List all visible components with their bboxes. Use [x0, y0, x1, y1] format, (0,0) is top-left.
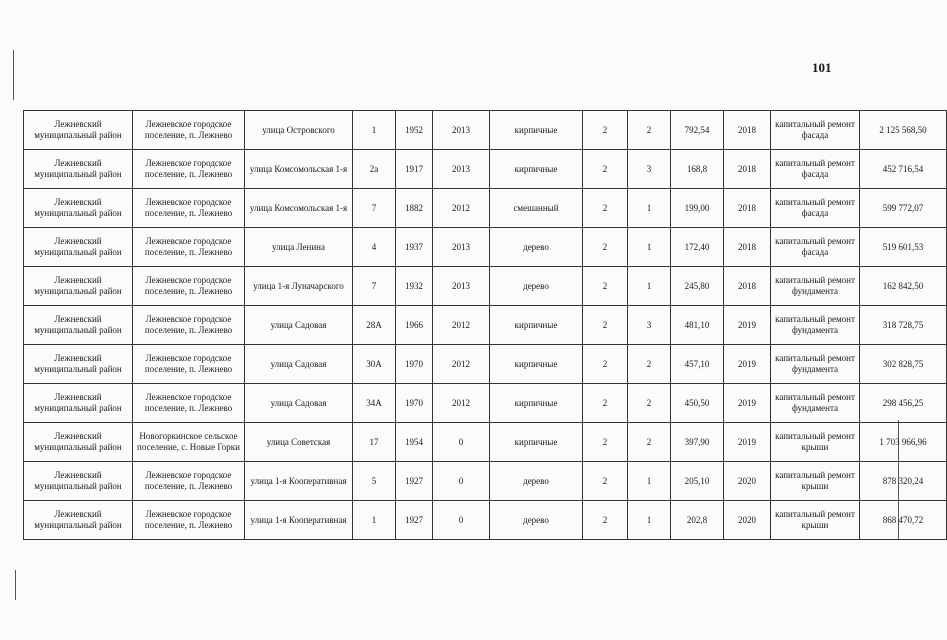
table-row	[24, 462, 947, 501]
floors-cell: 2	[583, 384, 628, 423]
table-row	[24, 345, 947, 384]
house-number-cell: 2а	[353, 150, 396, 189]
work-type-cell: капитальный ремонт крыши	[771, 462, 860, 501]
floors-cell: 2	[583, 189, 628, 228]
planned-year-cell: 2018	[724, 267, 771, 306]
street-cell: улица Садовая	[245, 345, 353, 384]
entrances-cell: 3	[628, 150, 671, 189]
planned-year-cell: 2018	[724, 228, 771, 267]
wall-material-cell: дерево	[490, 228, 583, 267]
street-cell: улица Садовая	[245, 384, 353, 423]
street-cell: улица 1-я Луначарского	[245, 267, 353, 306]
entrances-cell: 3	[628, 306, 671, 345]
work-type-cell: капитальный ремонт фундамента	[771, 384, 860, 423]
planned-year-cell: 2018	[724, 189, 771, 228]
floors-cell: 2	[583, 267, 628, 306]
floors-cell: 2	[583, 462, 628, 501]
build-year-cell: 1952	[396, 111, 433, 150]
table-row	[24, 306, 947, 345]
registry-table-body	[24, 111, 947, 540]
district-cell: Лежневский муниципальный район	[24, 111, 133, 150]
settlement-cell: Новогоркинское сельское поселение, с. Новые Горки	[133, 423, 245, 462]
house-number-cell: 28А	[353, 306, 396, 345]
work-type-cell: капитальный ремонт фасада	[771, 111, 860, 150]
build-year-cell: 1966	[396, 306, 433, 345]
settlement-cell: Лежневское городское поселение, п. Лежнево	[133, 345, 245, 384]
wall-material-cell: смешанный	[490, 189, 583, 228]
district-cell: Лежневский муниципальный район	[24, 462, 133, 501]
area-cell: 172,40	[671, 228, 724, 267]
house-number-cell: 5	[353, 462, 396, 501]
district-cell: Лежневский муниципальный район	[24, 189, 133, 228]
district-cell: Лежневский муниципальный район	[24, 384, 133, 423]
settlement-cell: Лежневское городское поселение, п. Лежнево	[133, 111, 245, 150]
area-cell: 199,00	[671, 189, 724, 228]
planned-year-cell: 2019	[724, 384, 771, 423]
district-cell: Лежневский муниципальный район	[24, 501, 133, 540]
area-cell: 397,90	[671, 423, 724, 462]
planned-year-cell: 2018	[724, 111, 771, 150]
district-cell: Лежневский муниципальный район	[24, 228, 133, 267]
build-year-cell: 1927	[396, 462, 433, 501]
floors-cell: 2	[583, 306, 628, 345]
work-type-cell: капитальный ремонт крыши	[771, 501, 860, 540]
area-cell: 450,50	[671, 384, 724, 423]
previous-repair-year-cell: 2013	[433, 150, 490, 189]
street-cell: улица 1-я Кооперативная	[245, 501, 353, 540]
area-cell: 202,8	[671, 501, 724, 540]
previous-repair-year-cell: 2012	[433, 306, 490, 345]
area-cell: 205,10	[671, 462, 724, 501]
entrances-cell: 1	[628, 228, 671, 267]
scan-mark-left-top	[13, 50, 14, 100]
build-year-cell: 1970	[396, 384, 433, 423]
street-cell: улица Садовая	[245, 306, 353, 345]
floors-cell: 2	[583, 228, 628, 267]
previous-repair-year-cell: 2013	[433, 267, 490, 306]
previous-repair-year-cell: 2012	[433, 345, 490, 384]
cost-cell: 868 470,72	[860, 501, 947, 540]
floors-cell: 2	[583, 423, 628, 462]
cost-cell: 878 320,24	[860, 462, 947, 501]
entrances-cell: 2	[628, 111, 671, 150]
previous-repair-year-cell: 2012	[433, 189, 490, 228]
area-cell: 457,10	[671, 345, 724, 384]
build-year-cell: 1882	[396, 189, 433, 228]
planned-year-cell: 2019	[724, 306, 771, 345]
area-cell: 792,54	[671, 111, 724, 150]
floors-cell: 2	[583, 150, 628, 189]
district-cell: Лежневский муниципальный район	[24, 306, 133, 345]
house-number-cell: 4	[353, 228, 396, 267]
work-type-cell: капитальный ремонт фундамента	[771, 345, 860, 384]
wall-material-cell: кирпичные	[490, 111, 583, 150]
area-cell: 481,10	[671, 306, 724, 345]
house-number-cell: 34А	[353, 384, 396, 423]
street-cell: улица Комсомольская 1-я	[245, 189, 353, 228]
planned-year-cell: 2019	[724, 423, 771, 462]
work-type-cell: капитальный ремонт фасада	[771, 150, 860, 189]
district-cell: Лежневский муниципальный район	[24, 267, 133, 306]
wall-material-cell: кирпичные	[490, 306, 583, 345]
street-cell: улица 1-я Кооперативная	[245, 462, 353, 501]
build-year-cell: 1937	[396, 228, 433, 267]
table-row	[24, 384, 947, 423]
house-number-cell: 7	[353, 267, 396, 306]
settlement-cell: Лежневское городское поселение, п. Лежнево	[133, 150, 245, 189]
cost-cell: 302 828,75	[860, 345, 947, 384]
cost-cell: 1 703 966,96	[860, 423, 947, 462]
build-year-cell: 1932	[396, 267, 433, 306]
floors-cell: 2	[583, 111, 628, 150]
district-cell: Лежневский муниципальный район	[24, 423, 133, 462]
table-row	[24, 228, 947, 267]
house-number-cell: 17	[353, 423, 396, 462]
build-year-cell: 1927	[396, 501, 433, 540]
house-number-cell: 1	[353, 501, 396, 540]
previous-repair-year-cell: 0	[433, 462, 490, 501]
planned-year-cell: 2019	[724, 345, 771, 384]
wall-material-cell: дерево	[490, 462, 583, 501]
street-cell: улица Советская	[245, 423, 353, 462]
table-row	[24, 267, 947, 306]
table-row	[24, 189, 947, 228]
area-cell: 168,8	[671, 150, 724, 189]
table-row	[24, 111, 947, 150]
district-cell: Лежневский муниципальный район	[24, 345, 133, 384]
table-row	[24, 501, 947, 540]
cost-cell: 599 772,07	[860, 189, 947, 228]
build-year-cell: 1954	[396, 423, 433, 462]
cost-cell: 452 716,54	[860, 150, 947, 189]
work-type-cell: капитальный ремонт фасада	[771, 189, 860, 228]
entrances-cell: 1	[628, 189, 671, 228]
cost-cell: 162 842,50	[860, 267, 947, 306]
house-number-cell: 7	[353, 189, 396, 228]
house-number-cell: 30А	[353, 345, 396, 384]
build-year-cell: 1970	[396, 345, 433, 384]
wall-material-cell: кирпичные	[490, 384, 583, 423]
entrances-cell: 1	[628, 267, 671, 306]
street-cell: улица Островского	[245, 111, 353, 150]
area-cell: 245,80	[671, 267, 724, 306]
table-row	[24, 150, 947, 189]
previous-repair-year-cell: 0	[433, 423, 490, 462]
house-number-cell: 1	[353, 111, 396, 150]
street-cell: улица Комсомольская 1-я	[245, 150, 353, 189]
scan-mark-left-bottom	[15, 570, 16, 600]
wall-material-cell: кирпичные	[490, 150, 583, 189]
work-type-cell: капитальный ремонт крыши	[771, 423, 860, 462]
wall-material-cell: дерево	[490, 267, 583, 306]
cost-cell: 298 456,25	[860, 384, 947, 423]
planned-year-cell: 2018	[724, 150, 771, 189]
wall-material-cell: кирпичные	[490, 345, 583, 384]
previous-repair-year-cell: 2013	[433, 111, 490, 150]
settlement-cell: Лежневское городское поселение, п. Лежнево	[133, 462, 245, 501]
table-row	[24, 423, 947, 462]
work-type-cell: капитальный ремонт фундамента	[771, 306, 860, 345]
cost-cell: 519 601,53	[860, 228, 947, 267]
entrances-cell: 2	[628, 423, 671, 462]
entrances-cell: 1	[628, 462, 671, 501]
build-year-cell: 1917	[396, 150, 433, 189]
work-type-cell: капитальный ремонт фундамента	[771, 267, 860, 306]
settlement-cell: Лежневское городское поселение, п. Лежнево	[133, 306, 245, 345]
wall-material-cell: дерево	[490, 501, 583, 540]
planned-year-cell: 2020	[724, 462, 771, 501]
settlement-cell: Лежневское городское поселение, п. Лежнево	[133, 189, 245, 228]
settlement-cell: Лежневское городское поселение, п. Лежнево	[133, 384, 245, 423]
planned-year-cell: 2020	[724, 501, 771, 540]
settlement-cell: Лежневское городское поселение, п. Лежнево	[133, 501, 245, 540]
wall-material-cell: кирпичные	[490, 423, 583, 462]
page-number: 101	[812, 60, 832, 75]
floors-cell: 2	[583, 501, 628, 540]
previous-repair-year-cell: 2013	[433, 228, 490, 267]
entrances-cell: 2	[628, 384, 671, 423]
district-cell: Лежневский муниципальный район	[24, 150, 133, 189]
work-type-cell: капитальный ремонт фасада	[771, 228, 860, 267]
entrances-cell: 2	[628, 345, 671, 384]
street-cell: улица Ленина	[245, 228, 353, 267]
entrances-cell: 1	[628, 501, 671, 540]
settlement-cell: Лежневское городское поселение, п. Лежнево	[133, 267, 245, 306]
repair-registry-table	[23, 110, 947, 540]
previous-repair-year-cell: 0	[433, 501, 490, 540]
cost-cell: 318 728,75	[860, 306, 947, 345]
cost-cell: 2 125 568,50	[860, 111, 947, 150]
settlement-cell: Лежневское городское поселение, п. Лежнево	[133, 228, 245, 267]
floors-cell: 2	[583, 345, 628, 384]
previous-repair-year-cell: 2012	[433, 384, 490, 423]
